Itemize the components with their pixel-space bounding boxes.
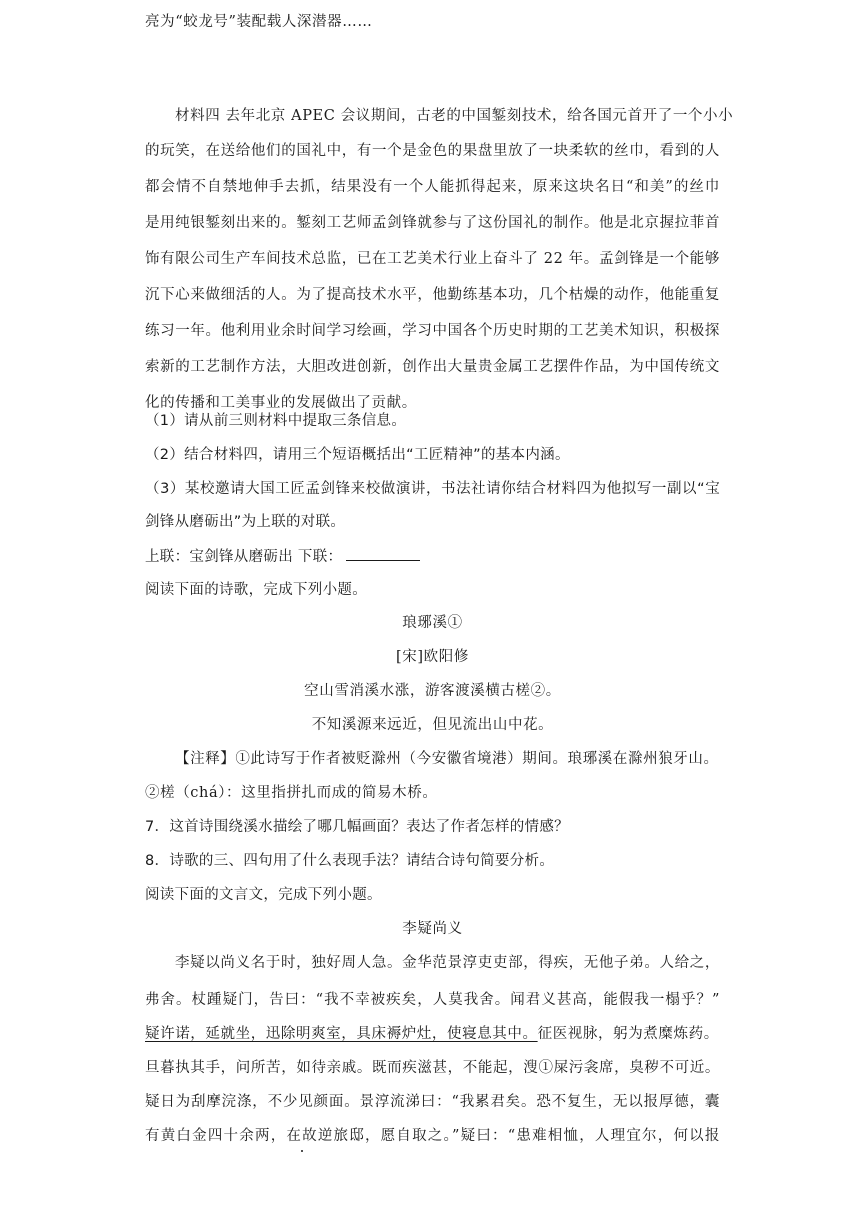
material4-line: 化的传播和工美事业的发展做出了贡献。 — [145, 395, 417, 411]
prose-intro: 阅读下面的文言文，完成下列小题。 — [145, 887, 382, 903]
prose-line: 旦暮执其手，问所苦，如待亲戚。既而疾滋甚，不能起，溲①屎污衾席，臭秽不可近。 — [145, 1060, 720, 1076]
prose-line: 疑日为刮摩浣涤，不少见颜面。景淳流涕曰：“我累君矣。恐不复生，无以报厚德，囊 — [145, 1094, 720, 1110]
couplet-text: 上联：宝剑锋从磨砺出 下联： — [145, 549, 343, 565]
material4-line: 练习一年。他利用业余时间学习绘画，学习中国各个历史时期的工艺美术知识，积极探 — [145, 323, 720, 339]
material4-line: 是用纯银錾刻出来的。錾刻工艺师孟剑锋就参与了这份国礼的制作。他是北京握拉菲首 — [145, 215, 720, 231]
prose-title: 李疑尚义 — [402, 921, 463, 937]
poem-intro: 阅读下面的诗歌，完成下列小题。 — [145, 582, 367, 598]
material4-line: 索新的工艺制作方法，大胆改进创新，创作出大量贵金属工艺摆件作品，为中国传统文 — [145, 359, 720, 375]
poem-title: 琅琊溪① — [402, 615, 463, 631]
underlined-sentence: 疑许诺，延就坐，迅除明爽室，具床褥炉灶，使寝息其中。 — [145, 1026, 538, 1042]
material4-line: 饰有限公司生产车间技术总监，已在工艺美术行业上奋斗了 22 年。孟剑锋是一个能够 — [145, 251, 720, 267]
text-line: 亮为“蛟龙号”装配载人深潜器…… — [145, 14, 373, 30]
prose-line: 有黄白金四十余两，在故逆旅邸，愿自取之。”疑曰：“患难相恤，人理宜尔，何以报 — [145, 1128, 720, 1144]
material4-line: 材料四 去年北京 APEC 会议期间，古老的中国錾刻技术，给各国元首开了一个小小 — [175, 108, 734, 124]
question-2: （2）结合材料四，请用三个短语概括出“工匠精神”的基本内涵。 — [145, 447, 570, 463]
question-3: （3）某校邀请大国工匠孟剑锋来校做演讲，书法社请你结合材料四为他拟写一副以“宝 — [145, 481, 720, 497]
poem-line: 不知溪源来远近，但见流出山中花。 — [311, 717, 554, 733]
prose-line: 李疑以尚义名于时，独好周人急。金华范景淳吏吏部，得疾，无他子弟。人给之， — [175, 955, 720, 971]
material4-line: 的玩笑，在送给他们的国礼中，有一个是金色的果盘里放了一块柔软的丝巾，看到的人 — [145, 143, 720, 159]
poem-note: ②槎（chá）：这里指拼扎而成的简易木桥。 — [145, 785, 438, 801]
poem-note: 【注释】①此诗写于作者被贬滁州（今安徽省境港）期间。琅琊溪在滁州狼牙山。 — [175, 751, 719, 767]
poem-author: [宋]欧阳修 — [396, 649, 469, 665]
answer-blank[interactable] — [346, 546, 420, 561]
question-7: 7．这首诗围绕溪水描绘了哪几幅画面？表达了作者怎样的情感？ — [145, 819, 569, 835]
prose-text: 征医视脉，躬为煮糜炼药。 — [537, 1026, 719, 1042]
emphasis-dot — [301, 1150, 303, 1152]
couplet-line — [145, 546, 720, 567]
poem-line: 空山雪消溪水涨，游客渡溪横古槎②。 — [304, 683, 561, 699]
prose-line: 弗舍。杖踵疑门，告曰：“我不幸被疾矣，人莫我舍。闻君义甚高，能假我一榻乎？” — [145, 992, 720, 1008]
material4-line: 都会情不自禁地伸手去抓，结果没有一个人能抓得起来，原来这块名日“和美”的丝巾 — [145, 179, 720, 195]
question-3-cont: 剑锋从磨砺出”为上联的对联。 — [145, 514, 346, 530]
question-1: （1）请从前三则材料中提取三条信息。 — [145, 413, 407, 429]
prose-line — [145, 1024, 720, 1044]
material4-line: 沉下心来做细活的人。为了提高技术水平，他勤练基本功，几个枯燥的动作，他能重复 — [145, 287, 720, 303]
question-8: 8．诗歌的三、四句用了什么表现手法？请结合诗句简要分析。 — [145, 853, 555, 869]
